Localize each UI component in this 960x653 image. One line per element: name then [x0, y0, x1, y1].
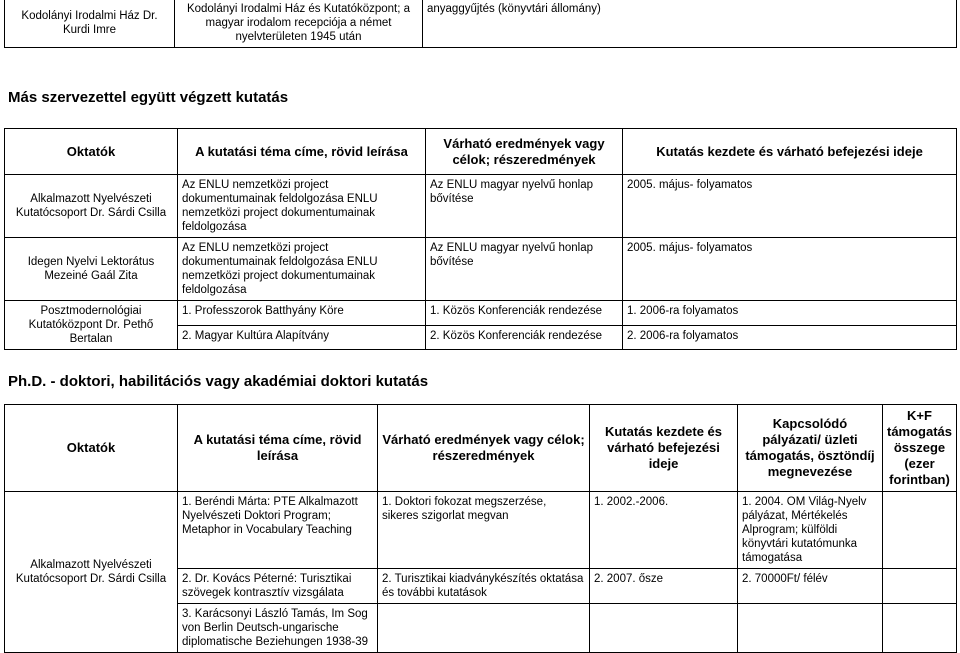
s2-row1-osszeg: [883, 492, 957, 569]
s1-header-oktatok: Oktatók: [5, 129, 178, 175]
top-tema: Kodolányi Irodalmi Ház és Kutatóközpont; a magyar irodalom recepciója a német nyelvterületen 1945 után: [175, 0, 423, 48]
s2-row2-osszeg: [883, 569, 957, 604]
top-eredmeny: anyaggyűjtés (könyvtári állomány): [423, 0, 957, 48]
s1-header-ido: Kutatás kezdete és várható befejezési ideje: [623, 129, 957, 175]
table-row: [5, 238, 957, 301]
s2-header-oktatok: Oktatók: [5, 405, 178, 492]
s1-row1-tema: Az ENLU nemzetközi project dokumentumainak feldolgozása ENLU nemzetközi project dokumentumainak feldolgozása: [178, 175, 426, 238]
s2-header-eredmeny: Várható eredmények vagy célok; részeredmények: [378, 405, 590, 492]
s1-pm2-ido: 2. 2006-ra folyamatos: [623, 325, 957, 350]
s2-row3-tema: 3. Karácsonyi László Tamás, Im Sog von Berlin Deutsch-ungarische diplomatische Beziehungen 1938-39: [178, 604, 378, 653]
section1-title: Más szervezettel együtt végzett kutatás: [8, 89, 289, 106]
s2-row3-eredmeny: [378, 604, 590, 653]
s1-pm2-tema: 2. Magyar Kultúra Alapítvány: [178, 325, 426, 350]
s1-pm2-eredmeny: 2. Közös Konferenciák rendezése: [426, 325, 623, 350]
s2-header-osszeg: K+F támogatás összege (ezer forintban): [883, 405, 957, 492]
s1-row1-oktato: Alkalmazott Nyelvészeti Kutatócsoport Dr. Sárdi Csilla: [5, 175, 178, 238]
s1-row2-oktato: Idegen Nyelvi Lektorátus Mezeiné Gaál Zita: [5, 238, 178, 301]
s2-row3-ido: [590, 604, 738, 653]
s2-row2-eredmeny: 2. Turisztikai kiadványkészítés oktatása és további kutatások: [378, 569, 590, 604]
s2-row1-ido: 1. 2002.-2006.: [590, 492, 738, 569]
s2-row3-palyazat: [738, 604, 883, 653]
table-row: [5, 301, 957, 326]
s2-row3-osszeg: [883, 604, 957, 653]
s1-row2-ido: 2005. május- folyamatos: [623, 238, 957, 301]
s1-row1-eredmeny: Az ENLU magyar nyelvű honlap bővítése: [426, 175, 623, 238]
s2-header-palyazat: Kapcsolódó pályázati/ üzleti támogatás, ösztöndíj megnevezése: [738, 405, 883, 492]
s1-header-eredmeny: Várható eredmények vagy célok; részeredmények: [426, 129, 623, 175]
top-oktato: Kodolányi Irodalmi Ház Dr. Kurdi Imre: [5, 0, 175, 48]
top-table: [4, 0, 957, 48]
s1-row2-tema: Az ENLU nemzetközi project dokumentumainak feldolgozása ENLU nemzetközi project dokumentumainak feldolgozása: [178, 238, 426, 301]
s1-pm1-eredmeny: 1. Közös Konferenciák rendezése: [426, 301, 623, 326]
s2-header-ido: Kutatás kezdete és várható befejezési ideje: [590, 405, 738, 492]
s1-row1-ido: 2005. május- folyamatos: [623, 175, 957, 238]
s2-row2-tema: 2. Dr. Kovács Péterné: Turisztikai szövegek kontrasztív vizsgálata: [178, 569, 378, 604]
table-row: [5, 492, 957, 569]
s1-pm1-ido: 1. 2006-ra folyamatos: [623, 301, 957, 326]
section2-title: Ph.D. - doktori, habilitációs vagy akadémiai doktori kutatás: [8, 373, 429, 390]
table-row: [5, 175, 957, 238]
s1-posztmodern-oktato: Posztmodernológiai Kutatóközpont Dr. Pethő Bertalan: [5, 301, 178, 350]
s2-oktato: Alkalmazott Nyelvészeti Kutatócsoport Dr. Sárdi Csilla: [5, 492, 178, 653]
s2-row1-tema: 1. Beréndi Márta: PTE Alkalmazott Nyelvészeti Doktori Program; Metaphor in Vocabulary Teaching: [178, 492, 378, 569]
s2-header-tema: A kutatási téma címe, rövid leírása: [178, 405, 378, 492]
section1-table: [4, 128, 957, 350]
s2-row2-palyazat: 2. 70000Ft/ félév: [738, 569, 883, 604]
section2-table: [4, 404, 957, 653]
s2-row1-eredmeny: 1. Doktori fokozat megszerzése, sikeres szigorlat megvan: [378, 492, 590, 569]
s1-pm1-tema: 1. Professzorok Batthyány Köre: [178, 301, 426, 326]
s2-row1-palyazat: 1. 2004. OM Világ-Nyelv pályázat, Mértékelés Alprogram; külföldi könyvtári kutatómunka támogatása: [738, 492, 883, 569]
s2-row2-ido: 2. 2007. ősze: [590, 569, 738, 604]
s1-row2-eredmeny: Az ENLU magyar nyelvű honlap bővítése: [426, 238, 623, 301]
s1-header-tema: A kutatási téma címe, rövid leírása: [178, 129, 426, 175]
